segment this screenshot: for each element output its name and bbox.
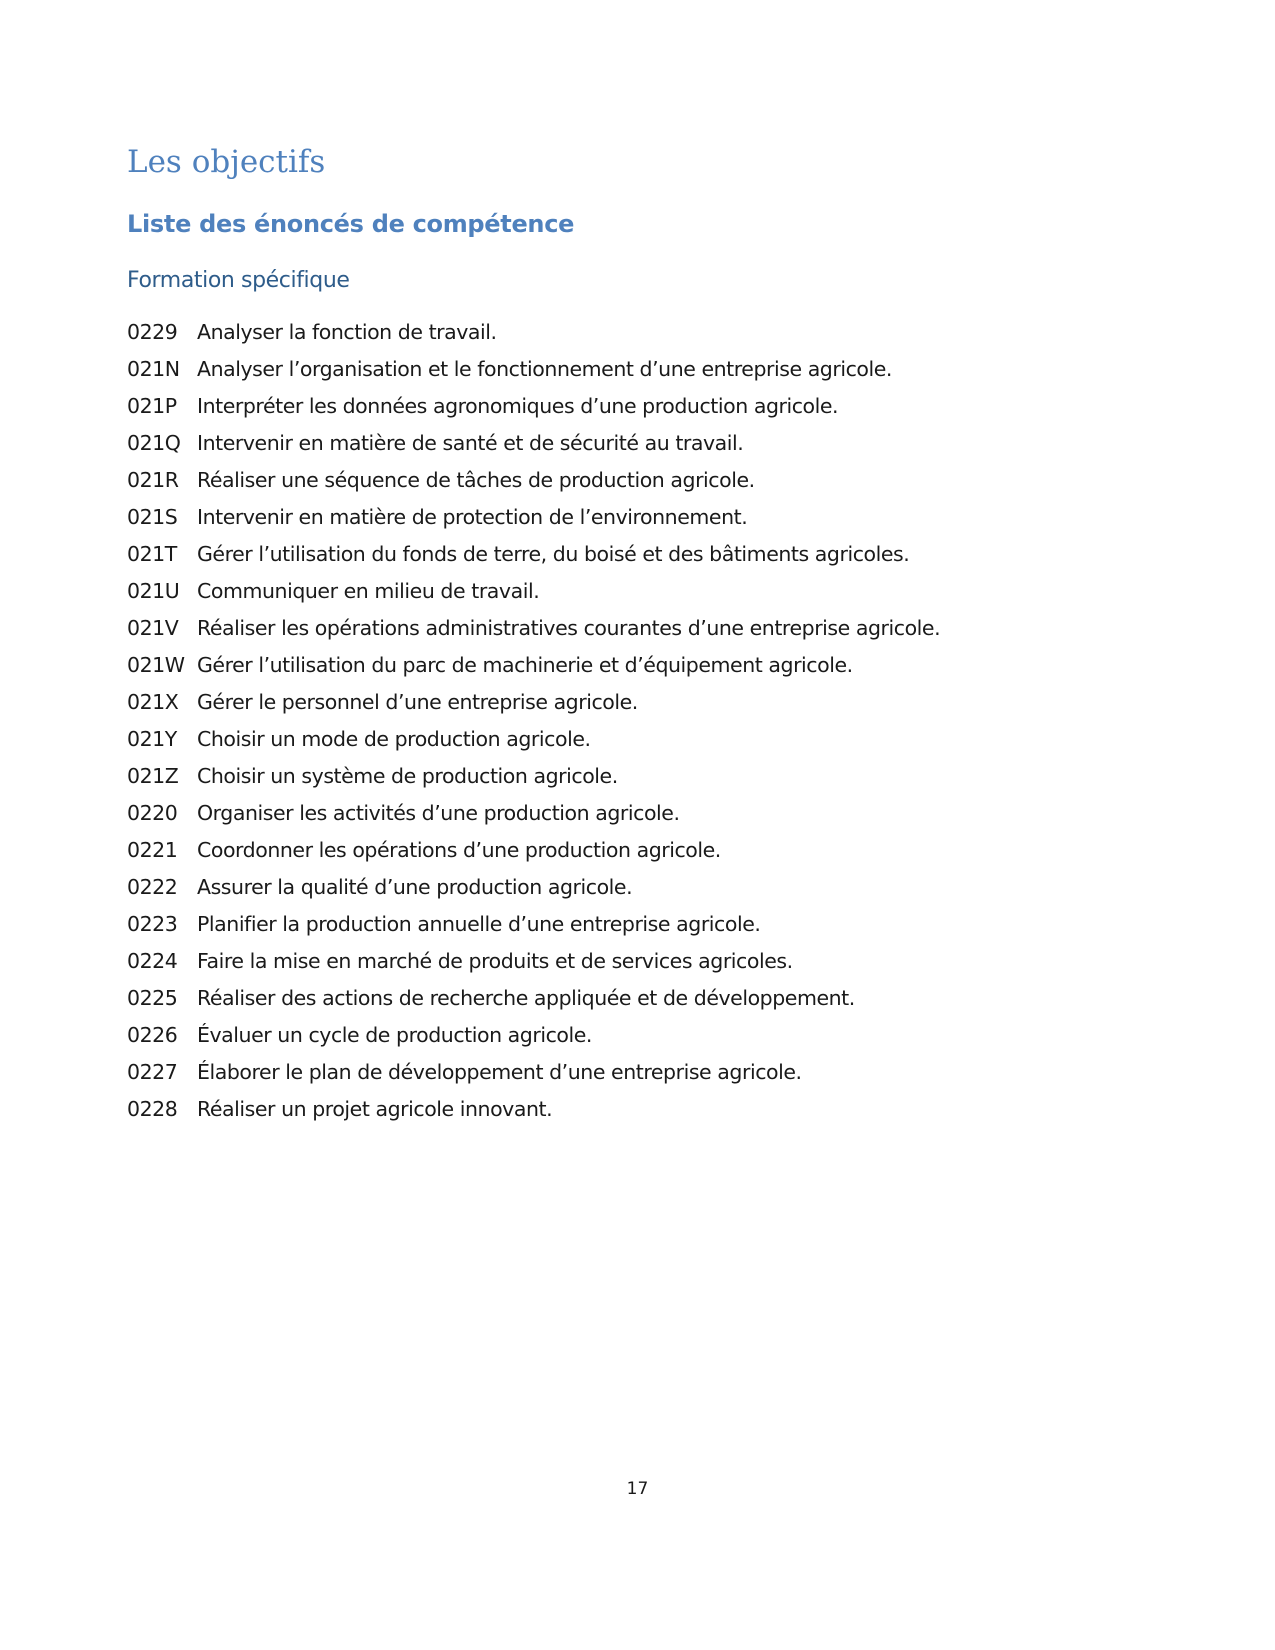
competence-label: Gérer le personnel d’une entreprise agricole. [197,689,638,714]
competence-item [127,942,940,979]
competence-code: 021X [127,689,179,714]
competence-code: 021Q [127,430,181,455]
competence-item [127,868,940,905]
competence-code: 0222 [127,874,178,899]
competence-item [127,609,940,646]
competence-label: Intervenir en matière de santé et de sécurité au travail. [197,430,744,455]
competence-label: Planifier la production annuelle d’une entreprise agricole. [197,911,761,936]
competence-code: 021W [127,652,185,677]
competence-item [127,831,940,868]
competence-item [127,646,940,683]
page-number: 17 [626,1479,649,1499]
competence-item [127,979,940,1016]
competence-label: Réaliser un projet agricole innovant. [197,1096,553,1121]
competence-item [127,1090,940,1127]
competence-code: 021V [127,615,179,640]
competence-label: Choisir un système de production agricole. [197,763,618,788]
competence-code: 021R [127,467,179,492]
competence-code: 021T [127,541,177,566]
competence-label: Réaliser les opérations administratives courantes d’une entreprise agricole. [197,615,941,640]
competence-list [127,313,940,1127]
competence-item [127,535,940,572]
competence-item [127,794,940,831]
competence-item [127,461,940,498]
competence-item [127,905,940,942]
competence-item [127,757,940,794]
competence-item [127,350,940,387]
competence-code: 021Z [127,763,179,788]
competence-code: 021S [127,504,178,529]
subtitle: Liste des énoncés de compétence [127,210,575,238]
page-title: Les objectifs [127,144,326,180]
competence-code: 0223 [127,911,178,936]
competence-code: 0221 [127,837,178,862]
competence-label: Choisir un mode de production agricole. [197,726,591,751]
competence-item [127,387,940,424]
competence-code: 021P [127,393,177,418]
competence-code: 0229 [127,319,178,344]
competence-label: Analyser la fonction de travail. [197,319,497,344]
competence-item [127,498,940,535]
competence-code: 0228 [127,1096,178,1121]
competence-code: 0220 [127,800,178,825]
competence-item [127,1016,940,1053]
competence-code: 0225 [127,985,178,1010]
competence-label: Coordonner les opérations d’une production agricole. [197,837,721,862]
competence-code: 021U [127,578,180,603]
competence-item [127,720,940,757]
competence-label: Intervenir en matière de protection de l’environnement. [197,504,748,529]
competence-item [127,424,940,461]
section-heading: Formation spécifique [127,268,350,293]
competence-label: Analyser l’organisation et le fonctionnement d’une entreprise agricole. [197,356,892,381]
competence-label: Communiquer en milieu de travail. [197,578,540,603]
competence-label: Réaliser des actions de recherche appliquée et de développement. [197,985,855,1010]
competence-code: 021N [127,356,180,381]
competence-code: 0226 [127,1022,178,1047]
competence-label: Élaborer le plan de développement d’une entreprise agricole. [197,1059,802,1084]
competence-label: Évaluer un cycle de production agricole. [197,1022,592,1047]
competence-label: Faire la mise en marché de produits et de services agricoles. [197,948,793,973]
competence-label: Interpréter les données agronomiques d’une production agricole. [197,393,839,418]
competence-label: Réaliser une séquence de tâches de production agricole. [197,467,755,492]
competence-code: 0227 [127,1059,178,1084]
competence-label: Organiser les activités d’une production agricole. [197,800,680,825]
competence-code: 021Y [127,726,177,751]
competence-label: Assurer la qualité d’une production agricole. [197,874,633,899]
competence-item [127,313,940,350]
competence-item [127,683,940,720]
competence-label: Gérer l’utilisation du parc de machinerie et d’équipement agricole. [197,652,853,677]
competence-item [127,572,940,609]
competence-item [127,1053,940,1090]
competence-code: 0224 [127,948,178,973]
competence-label: Gérer l’utilisation du fonds de terre, du boisé et des bâtiments agricoles. [197,541,910,566]
